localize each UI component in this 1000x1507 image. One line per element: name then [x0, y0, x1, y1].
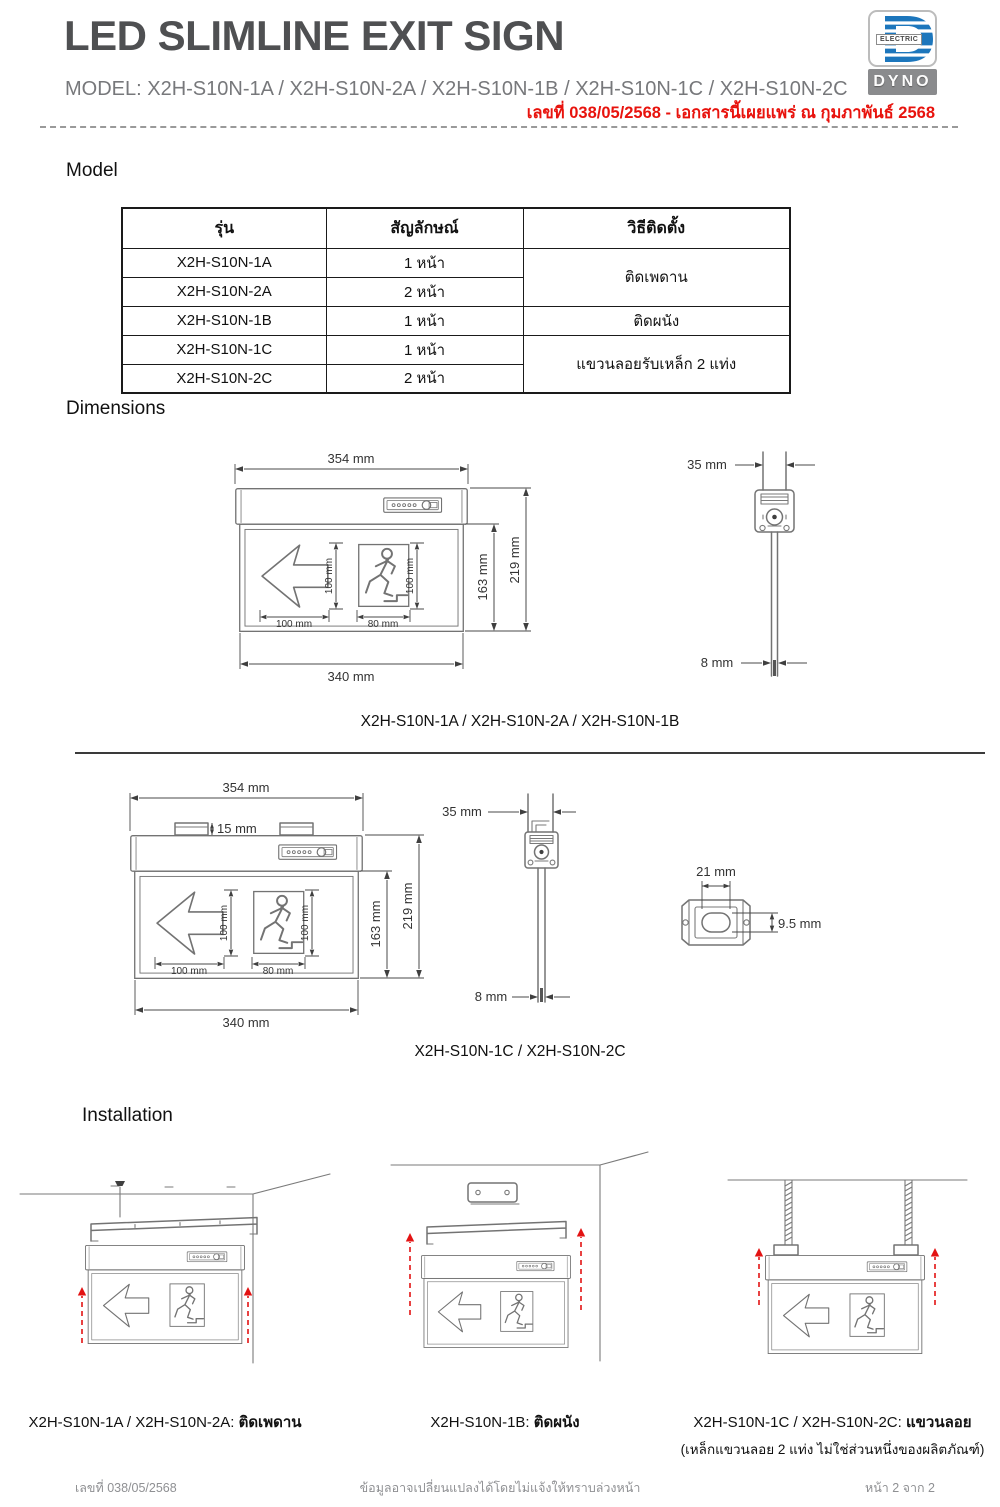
dimensions-section-heading: Dimensions — [66, 398, 166, 419]
dim-8 — [701, 655, 807, 670]
footer-page-number: หน้า 2 จาก 2 — [864, 1481, 935, 1495]
dim-arrow-width — [260, 610, 329, 630]
dim-label-arrow-h: 100 mm — [219, 904, 230, 942]
fig1-front-view-drawing — [195, 450, 555, 695]
ceiling-screws — [111, 1181, 235, 1217]
install-caption-ceiling — [0, 1410, 330, 1434]
dim-man-width — [252, 957, 305, 977]
table-header-row — [122, 208, 790, 248]
caption-models: X2H-S10N-1A / X2H-S10N-2A: — [28, 1414, 235, 1431]
col-header-model: รุ่น — [122, 208, 326, 248]
fig2-bracket-drawing — [650, 855, 880, 970]
dyno-electric-logo — [868, 10, 937, 95]
dim-label-35: 35 mm — [442, 804, 482, 819]
side-blade — [772, 532, 778, 676]
install-caption-hanging — [665, 1410, 1000, 1434]
dim-21 — [696, 864, 736, 909]
threaded-rods — [785, 1180, 912, 1245]
side-top-bar — [763, 452, 786, 490]
col-header-symbol: สัญลักษณ์ — [326, 208, 523, 248]
dim-label-340: 340 mm — [222, 1015, 270, 1030]
install-hanging-diagram — [695, 1145, 995, 1395]
dim-label-163: 163 mm — [475, 553, 490, 601]
installation-section-heading: Installation — [82, 1105, 173, 1126]
model-cell: X2H-S10N-1B — [122, 306, 326, 335]
dim-label-man-h: 100 mm — [405, 557, 416, 595]
model-section-heading: Model — [66, 160, 118, 181]
dim-15 — [210, 821, 257, 836]
side-mount-head — [525, 832, 558, 868]
logo-emblem — [868, 10, 937, 67]
dim-label-8: 8 mm — [700, 655, 734, 670]
model-table — [121, 207, 791, 394]
dim-35 — [442, 804, 576, 819]
exit-sign-drawing — [85, 1245, 244, 1343]
faces-cell: 1 หน้า — [326, 248, 523, 277]
dim-35 — [687, 457, 815, 472]
header-dashed-divider — [40, 126, 958, 128]
ceiling-lines — [20, 1174, 330, 1363]
model-cell: X2H-S10N-2C — [122, 364, 326, 393]
model-cell: X2H-S10N-1A — [122, 248, 326, 277]
fig1-side-view-drawing — [655, 448, 825, 693]
dim-8 — [475, 989, 570, 1004]
table-row — [122, 306, 790, 335]
fig2-front-view-drawing — [90, 780, 450, 1043]
model-list-line: MODEL: X2H-S10N-1A / X2H-S10N-2A / X2H-S10N-1B / X2H-S10N-1C / X2H-S10N-2C — [65, 78, 848, 100]
model-cell: X2H-S10N-1C — [122, 335, 326, 364]
footer-disclaimer: ข้อมูลอาจเปลี่ยนแปลงได้โดยไม่แจ้งให้ทราบล่วงหน้า — [359, 1481, 641, 1495]
dim-label-arrow-w: 100 mm — [170, 966, 208, 977]
exit-sign-drawing — [131, 836, 362, 979]
dim-label-arrow-w: 100 mm — [275, 619, 313, 630]
faces-cell: 1 หน้า — [326, 306, 523, 335]
dim-label-15: 15 mm — [217, 821, 257, 836]
logo-brand-label: DYNO — [868, 69, 937, 95]
dim-163 — [360, 871, 392, 978]
table-row — [122, 248, 790, 277]
dim-label-354: 354 mm — [327, 451, 375, 466]
dim-man-width — [357, 610, 410, 630]
fig1-caption: X2H-S10N-1A / X2H-S10N-2A / X2H-S10N-1B — [360, 713, 680, 730]
model-cell: X2H-S10N-2A — [122, 277, 326, 306]
page-title: LED SLIMLINE EXIT SIGN — [64, 12, 565, 59]
dim-163 — [465, 524, 499, 631]
document-reference-note: เลขที่ 038/05/2568 - เอกสารนี้เผยแพร่ ณ กุมภาพันธ์ 2568 — [526, 104, 935, 122]
dim-340 — [135, 980, 358, 1030]
mount-rail — [91, 1218, 257, 1242]
dim-label-8: 8 mm — [474, 989, 508, 1004]
side-mount-head — [755, 490, 794, 532]
side-blade — [538, 868, 545, 1002]
dim-arrow-height — [324, 543, 343, 609]
install-caption-note: (เหล็กแขวนลอย 2 แท่ง ไม่ใช่ส่วนหนึ่งของผลิตภัณฑ์) — [680, 1442, 985, 1457]
caption-models: X2H-S10N-1C / X2H-S10N-2C: — [693, 1414, 902, 1431]
section-divider-line — [75, 752, 985, 754]
install-cell-hanging: แขวนลอยรับเหล็ก 2 แท่ง — [523, 335, 790, 393]
bracket-plate — [682, 900, 750, 945]
caption-method: ติดเพดาน — [238, 1414, 302, 1431]
caption-models: X2H-S10N-1B: — [430, 1414, 530, 1431]
dim-label-219: 219 mm — [507, 536, 522, 584]
exit-sign-drawing — [236, 489, 467, 632]
install-wall-diagram — [385, 1145, 685, 1395]
mount-tabs — [774, 1245, 918, 1255]
dim-arrow-height — [219, 890, 238, 956]
faces-cell: 2 หน้า — [326, 277, 523, 306]
install-ceiling-diagram — [15, 1145, 360, 1395]
dim-man-height — [300, 890, 319, 956]
exit-sign-drawing — [765, 1255, 924, 1353]
wall-lines — [391, 1152, 648, 1361]
dim-label-man-w: 80 mm — [367, 619, 399, 630]
caption-method: แขวนลอย — [905, 1414, 972, 1431]
dim-340 — [240, 633, 463, 684]
dim-label-arrow-h: 100 mm — [324, 557, 335, 595]
lift-arrows — [78, 1287, 252, 1343]
dim-label-9-5: 9.5 mm — [778, 916, 822, 931]
dim-label-340: 340 mm — [327, 669, 375, 684]
faces-cell: 2 หน้า — [326, 364, 523, 393]
lift-arrows — [755, 1248, 939, 1305]
install-cell-ceiling: ติดเพดาน — [523, 248, 790, 306]
lift-arrows — [406, 1228, 585, 1315]
install-cell-wall: ติดผนัง — [523, 306, 790, 335]
dim-label-man-h: 100 mm — [300, 904, 311, 942]
mount-rail — [427, 1222, 566, 1245]
side-hook — [532, 821, 549, 832]
fig2-caption: X2H-S10N-1C / X2H-S10N-2C — [414, 1043, 626, 1060]
dim-label-35: 35 mm — [687, 457, 727, 472]
dim-man-height — [405, 543, 424, 609]
install-caption-wall — [355, 1410, 655, 1434]
dim-label-354: 354 mm — [222, 780, 270, 795]
dim-arrow-width — [155, 957, 224, 977]
wall-bracket-plate — [468, 1183, 519, 1204]
col-header-install: วิธีติดตั้ง — [523, 208, 790, 248]
dim-label-219: 219 mm — [400, 882, 415, 930]
dim-9-5 — [732, 913, 821, 932]
dim-label-21: 21 mm — [696, 864, 736, 879]
dim-label-163: 163 mm — [368, 900, 383, 948]
logo-division-label: ELECTRIC — [876, 34, 922, 45]
exit-sign-drawing — [421, 1256, 570, 1348]
dim-354 — [235, 451, 468, 484]
faces-cell: 1 หน้า — [326, 335, 523, 364]
footer-doc-number: เลขที่ 038/05/2568 — [75, 1481, 177, 1495]
fig2-side-view-drawing — [420, 790, 580, 1015]
dim-label-man-w: 80 mm — [262, 966, 294, 977]
table-row — [122, 335, 790, 364]
caption-method: ติดผนัง — [533, 1414, 580, 1431]
